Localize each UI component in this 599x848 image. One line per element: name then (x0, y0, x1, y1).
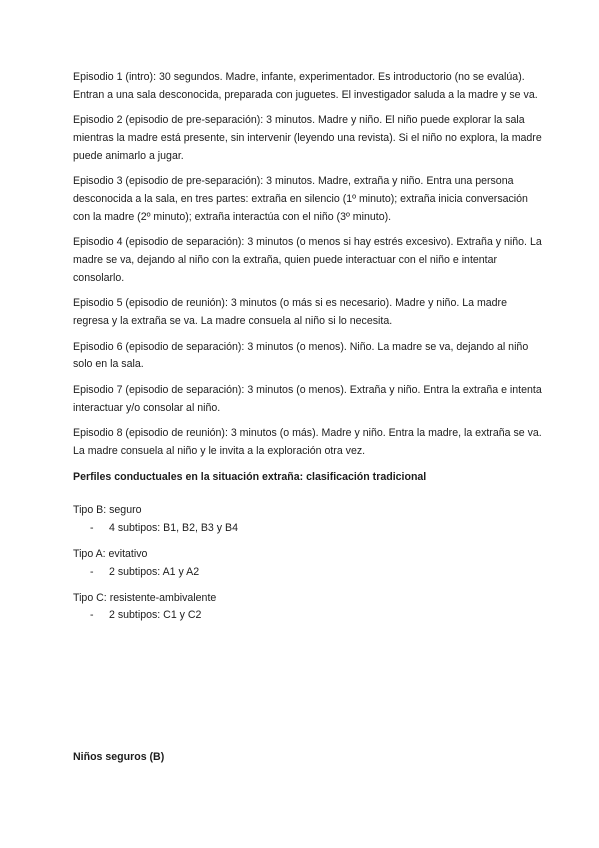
profiles-heading: Perfiles conductuales en la situación extraña: clasificación tradicional (73, 470, 427, 483)
profile-type-b (73, 502, 543, 537)
bullet-dash: - (90, 609, 94, 622)
profile-subtypes-item (73, 564, 543, 582)
episode-8-paragraph: Episodio 8 (episodio de reunión): 3 minutos (o más). Madre y niño. Entra la madre, la extraña se va. La madre consuela al niño y le invita a la exploración otra vez. (73, 427, 542, 457)
profile-subtypes-item (73, 520, 543, 538)
profile-type-label: Tipo C: resistente-ambivalente (73, 591, 217, 604)
bullet-dash: - (90, 521, 94, 534)
episode-3-paragraph: Episodio 3 (episodio de pre-separación): 3 minutos. Madre, extraña y niño. Entra una persona desconocida a la sala, en tres partes: extraña en silencio (1º minuto); extraña inicia conversación con la madre (2º minuto); extraña interactúa con el niño (3º minuto). (73, 175, 528, 223)
profile-type-label: Tipo A: evitativo (73, 547, 148, 560)
episode-2-paragraph: Episodio 2 (episodio de pre-separación): 3 minutos. Madre y niño. El niño puede explorar la sala mientras la madre está presente, sin intervenir (leyendo una revista). Si el niño no explora, la madre puede animarlo a jugar. (73, 114, 542, 162)
episode-5-paragraph: Episodio 5 (episodio de reunión): 3 minutos (o más si es necesario). Madre y niño. La madre regresa y la extraña se va. La madre consuela al niño si lo necesita. (73, 297, 507, 327)
profile-subtypes-item (73, 607, 543, 625)
section-heading-secure-children: Niños seguros (B) (73, 751, 165, 763)
profile-type-a (73, 546, 543, 581)
episode-7-paragraph: Episodio 7 (episodio de separación): 3 minutos (o menos). Extraña y niño. Entra la extraña e intenta interactuar y/o consolar al niño. (73, 384, 542, 414)
episode-6-paragraph: Episodio 6 (episodio de separación): 3 minutos (o menos). Niño. La madre se va, dejando al niño solo en la sala. (73, 340, 529, 371)
episode-1-paragraph: Episodio 1 (intro): 30 segundos. Madre, infante, experimentador. Es introductorio (no se evalúa). Entran a una sala desconocida, preparada con juguetes. El investigador saluda a la madre y se va. (73, 71, 538, 101)
document-body (73, 69, 543, 633)
profile-subtypes-text: 2 subtipos: A1 y A2 (109, 565, 200, 578)
profile-type-label: Tipo B: seguro (73, 504, 142, 517)
profile-subtypes-text: 4 subtipos: B1, B2, B3 y B4 (109, 521, 238, 534)
profile-type-c (73, 590, 543, 625)
bullet-dash: - (90, 565, 94, 578)
episode-4-paragraph: Episodio 4 (episodio de separación): 3 minutos (o menos si hay estrés excesivo). Extraña y niño. La madre se va, dejando al niño con la extraña, quien puede interactuar con el niño e intentar consolarlo. (73, 236, 542, 284)
profile-subtypes-text: 2 subtipos: C1 y C2 (109, 609, 202, 622)
